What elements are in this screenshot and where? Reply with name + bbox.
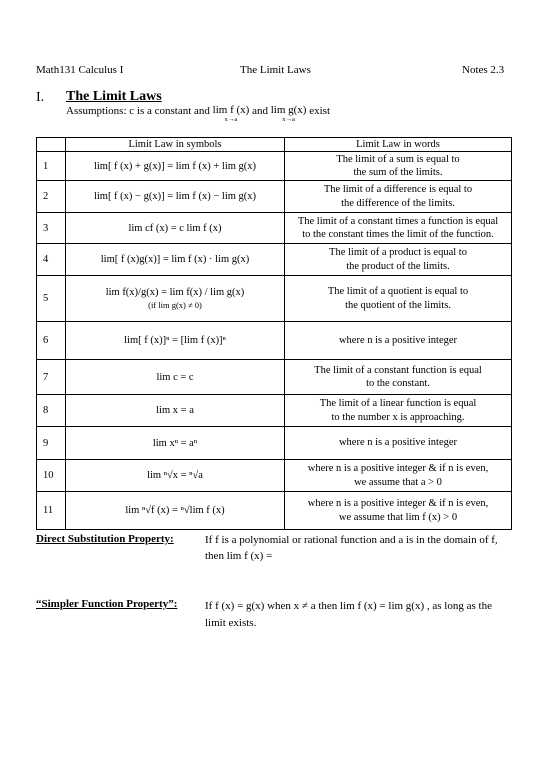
simpler-function-line1: If f (x) = g(x) when x ≠ a then lim f (x) = lim g(x) , as long as the xyxy=(205,600,492,612)
law-words: where n is a positive integer xyxy=(285,322,512,360)
simpler-function-line2: limit exists. xyxy=(205,617,257,630)
limit-laws-table xyxy=(36,137,512,530)
table-row xyxy=(37,244,512,276)
law-words: where n is a positive integer & if n is even, we assume that lim f (x) > 0 xyxy=(285,492,512,530)
row-number: 6 xyxy=(37,322,66,360)
table-row xyxy=(37,322,512,360)
law-symbol: lim[ f (x) − g(x)] = lim f (x) − lim g(x) xyxy=(66,181,285,213)
table-row xyxy=(37,427,512,460)
table-header-symbols: Limit Law in symbols xyxy=(66,138,285,152)
row-number: 8 xyxy=(37,395,66,427)
law-words: where n is a positive integer & if n is even, we assume that a > 0 xyxy=(285,460,512,492)
law-words: The limit of a constant times a function is equal to the constant times the limit of the function. xyxy=(285,213,512,244)
law-words: The limit of a sum is equal to the sum of the limits. xyxy=(285,152,512,181)
row-number: 3 xyxy=(37,213,66,244)
header-notes: Notes 2.3 xyxy=(462,64,505,76)
law-symbol: lim ⁿ√x = ⁿ√a xyxy=(66,460,285,492)
assumptions-prefix: Assumptions: c is a constant and xyxy=(66,105,210,117)
table-row xyxy=(37,276,512,322)
law-symbol: lim xⁿ = aⁿ xyxy=(66,427,285,460)
section-title: The Limit Laws xyxy=(66,89,162,104)
direct-substitution-line2: then lim f (x) = xyxy=(205,549,273,562)
row-number: 9 xyxy=(37,427,66,460)
direct-substitution-text xyxy=(205,533,525,565)
law-symbol: lim[ f (x)g(x)] = lim f (x) · lim g(x) xyxy=(66,244,285,276)
header-topic: The Limit Laws xyxy=(240,64,311,76)
law-symbol: lim[ f (x)]ⁿ = [lim f (x)]ⁿ xyxy=(66,322,285,360)
law-symbol: lim x = a xyxy=(66,395,285,427)
row-number: 2 xyxy=(37,181,66,213)
table-row xyxy=(37,395,512,427)
row-number: 7 xyxy=(37,360,66,395)
assumptions-suffix: exist xyxy=(309,105,330,117)
law-words: The limit of a difference is equal to the difference of the limits. xyxy=(285,181,512,213)
table-row xyxy=(37,181,512,213)
row-number: 4 xyxy=(37,244,66,276)
table-header-words: Limit Law in words xyxy=(285,138,512,152)
law-symbol: lim cf (x) = c lim f (x) xyxy=(66,213,285,244)
law-words: The limit of a linear function is equal to the number x is approaching. xyxy=(285,395,512,427)
assumptions-line xyxy=(66,105,330,124)
row-number: 11 xyxy=(37,492,66,530)
law-words: where n is a positive integer xyxy=(285,427,512,460)
law-symbol: lim f(x)/g(x) = lim f(x) / lim g(x) (if lim g(x) ≠ 0) xyxy=(66,276,285,322)
simpler-function-text xyxy=(205,598,525,632)
table-row xyxy=(37,360,512,395)
direct-substitution-label: Direct Substitution Property: xyxy=(36,533,174,545)
quotient-condition: (if lim g(x) ≠ 0) xyxy=(148,300,202,310)
row-number: 5 xyxy=(37,276,66,322)
row-number: 1 xyxy=(37,152,66,181)
table-row xyxy=(37,152,512,181)
row-number: 10 xyxy=(37,460,66,492)
section-number: I. xyxy=(36,90,45,105)
law-symbol: lim c = c xyxy=(66,360,285,395)
assumptions-and: and xyxy=(252,105,268,117)
law-symbol: lim[ f (x) + g(x)] = lim f (x) + lim g(x) xyxy=(66,152,285,181)
law-symbol: lim ⁿ√f (x) = ⁿ√lim f (x) xyxy=(66,492,285,530)
assumptions-lim-f: lim f (x) x→a xyxy=(212,104,250,123)
law-words: The limit of a constant function is equal to the constant. xyxy=(285,360,512,395)
assumptions-lim-g: lim g(x) x→a xyxy=(270,104,307,123)
simpler-function-label: “Simpler Function Property”: xyxy=(36,598,178,610)
table-header-num xyxy=(37,138,66,152)
direct-substitution-line1: If f is a polynomial or rational function and a is in the domain of f, xyxy=(205,534,498,546)
law-words: The limit of a quotient is equal to the quotient of the limits. xyxy=(285,276,512,322)
table-row xyxy=(37,460,512,492)
table-row xyxy=(37,213,512,244)
table-row xyxy=(37,492,512,530)
law-words: The limit of a product is equal to the product of the limits. xyxy=(285,244,512,276)
header-course: Math131 Calculus I xyxy=(36,64,124,76)
